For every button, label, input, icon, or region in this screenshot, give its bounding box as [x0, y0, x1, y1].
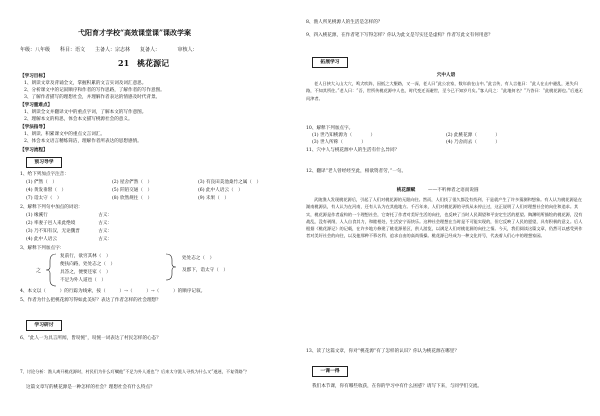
method-item: 1、朗读、积累课文中的重点文言词汇。 [24, 132, 106, 137]
left-brace-shape [46, 254, 56, 286]
question-9: 9、四入桃花源，在作者笔下写得怎样？你认为此文是写实还是虚构？作者写此文有何用意？ [306, 33, 493, 38]
method-item: 2、体会本文语言精练简洁，理解作者所表达的思想感情。 [24, 139, 142, 144]
q1-item: (1) 俨然（ ） [26, 180, 57, 185]
key-item: 2、理解本文的构思，体会本文描写桃源社会的意义。 [24, 117, 133, 122]
section-box-study: 学习研讨 [26, 320, 62, 331]
q3-right-item: 及郡下，诣太守（ ） [182, 268, 228, 273]
q10-item: (1) 世乃知桃源为（ ） [312, 133, 376, 138]
passage2-subtitle: ——不听禅者之语而说圆 [428, 188, 479, 193]
q1-item: (2) 屋舍俨然（ ） [112, 180, 153, 185]
passage2-text: 武陵渔人发现桃花源后，引起了人们对桃花源的无限向往。然而，人们找了很久都没有找到，于是就产生了许多猜测和想象。有人认为桃花源是在湖南桃源县，有人认为在河南，还有人认为在其他地方。千百年来，人们对桃花源的寻找从未停止过，这正说明了人们对理想社会的向往和追求。其实，桃花源是作者虚构的一个理想社会，它寄托了作者对美好生活的向往，也反映了当时人民渴望和平安定生活的愿望。陶渊明所描绘的桃花源，没有战乱，没有剥削，人人自食其力，和睦相处，生活安宁而快乐。这种社会理想在当时是不可能实现的，但它反映了人民的愿望，具有积极的意义。后人根据《桃花源记》的记载，在许多地方修建了桃花源景区，供人游览，以满足人们对桃花源的向往之情。今天，我们阅读这篇文章，仍然可以感受到作者对美好社会的向往，以及他那种不慕名利、追求自由的高尚情操。桃花源已经成为一种文化符号，代表着人们心中的理想家园。 [306, 197, 583, 239]
question-11: 11、穴中人与桃花源中人的生活有什么异同？ [306, 148, 400, 153]
question-1: 1、给下列加点字注音： [20, 172, 69, 177]
q3-item: 具答之，便要还家（ ） [60, 270, 111, 275]
page-title: 弋阳育才学校“高效课堂课”课改学案 [78, 28, 192, 37]
question-3: 3、解释下列加点字： [20, 246, 65, 251]
q1-item: (7) 诣太守（ ） [26, 196, 62, 201]
q10-item: (4) 乃舍而去（ ） [446, 140, 500, 145]
header-info: 年级：八年级 科目：语文 主备人：宗志林 复备人： 审核人： [20, 47, 198, 53]
process-heading: 【学习流程】 [20, 148, 48, 153]
right-brace-shape [166, 254, 176, 280]
q1-item: (9) 未果（ ） [198, 196, 229, 201]
q3-item: 复前行，欲穷其林（ ） [60, 254, 111, 259]
q1-item: (4) 黄发垂髫（ ） [26, 188, 67, 193]
passage2-title: 桃花源赋 [396, 188, 416, 193]
question-5: 5、作者为什么把桃花源写得如此美好？表达了作者怎样的社会理想？ [20, 298, 161, 303]
q3-right-item: 处处志之（ ） [182, 256, 215, 261]
question-6: 6、“此人一为具言所闻，皆叹惋”，叹惋一词表达了村民怎样的心态？ [20, 336, 161, 341]
question-7: 7、讨论分析：渔人离开桃花源时，村民们为什么叮嘱他“不足为外人道也”？后来太守派人寻找为什么又“遂迷，不复得路”？ [20, 369, 249, 374]
brace-label: 之 [36, 268, 42, 274]
goals-heading: 【学习目标】 [20, 74, 48, 79]
q1-item: (8) 欣然规往（ ） [112, 196, 153, 201]
question-8: 8、渔人所见桃源人的生活是怎样的？ [306, 20, 383, 25]
q2-item: (4) 此中人语云 古义： [26, 237, 113, 242]
goal-item: 2、分析课文中的记叙顺序和作者的写作思路，了解作者的写作意图。 [24, 88, 165, 93]
question-10: 10、解释下列加点字。 [306, 126, 354, 131]
q1-item: (5) 阡陌交通（ ） [112, 188, 153, 193]
right-brace [162, 252, 182, 282]
passage1-text: 老人日挟大入山大穴，鸣犬吠阵，因抵之大壑路，又一深，老人曰“此公农家，数年前在山中。”此言传，有人言他曰：“此人在山中避乱，迷失归路，不知其所往。”老人曰：“吾，世所传桃花源中人也，时代变迁而避世，至今已不知岁月矣。”客人问之：“此地何名？”乃答曰：“此桃花源也。”后遂无问津者。 [306, 81, 583, 101]
goal-item: 3、了解作者描写的理想社会，并理解作者表达的情感及时代背景。 [24, 95, 161, 100]
right-column [306, 0, 586, 416]
question-7b: 这篇文章写的桃花源是一种怎样的社会？理想社会有什么特点？ [20, 385, 155, 390]
q3-item: 不足为外人道也（ ） [60, 278, 106, 283]
method-heading: 【学法指导】 [20, 125, 48, 130]
q2-item: (1) 缘溪行 古义： [26, 213, 113, 218]
question-4: 4、本文以（ ）的行踪为线索，按（ ）→（ ）→（ ）的顺序记叙。 [20, 289, 206, 294]
question-2: 2、解释下列句中加点的词语： [20, 205, 83, 210]
q3-item: 便扶向路，处处志之（ ） [60, 262, 116, 267]
goal-item: 1、朗读文章及背诵全文，掌握积累的文言实词及词汇意思。 [24, 81, 147, 86]
section-box-expand: 拓展学习 [312, 57, 348, 68]
left-column [20, 0, 290, 416]
key-item: 1、朗读全文并翻译文中的重点字词，了解本文的写作意图。 [24, 110, 147, 115]
section-box-practice: 一课一得 [312, 366, 348, 377]
q2-item: (3) 乃不知有汉，无论魏晋 古义： [26, 229, 113, 234]
q10-item: (2) 此桃花源（ ） [446, 133, 500, 138]
lesson-title: 21 桃花源记 [118, 58, 170, 68]
practice-text: 我们本节课，你有哪些收获，在你的学习中有什么困惑？请写下来，与同学们交流。 [312, 384, 482, 389]
q1-item: (3) 有良田美池桑竹之属（ ） [198, 180, 262, 185]
q1-item: (6) 此中人语云（ ） [198, 188, 243, 193]
question-12: 12、翻译“老人曾经经至此，相欲资者劳，”一句。 [306, 169, 407, 174]
question-13: 13、读了这篇文章，你对“桃花源”有了怎样的认识？你认为桃花源在哪里？ [306, 349, 459, 354]
q2-item: (2) 率妻子邑人来此绝境 古义： [26, 221, 113, 226]
key-heading: 【学习重难点】 [20, 103, 53, 108]
passage1-title: 穴中人语 [436, 73, 456, 78]
q10-item: (3) 世人所称（ ） [312, 140, 366, 145]
section-box-preview: 预习导学 [26, 157, 62, 168]
